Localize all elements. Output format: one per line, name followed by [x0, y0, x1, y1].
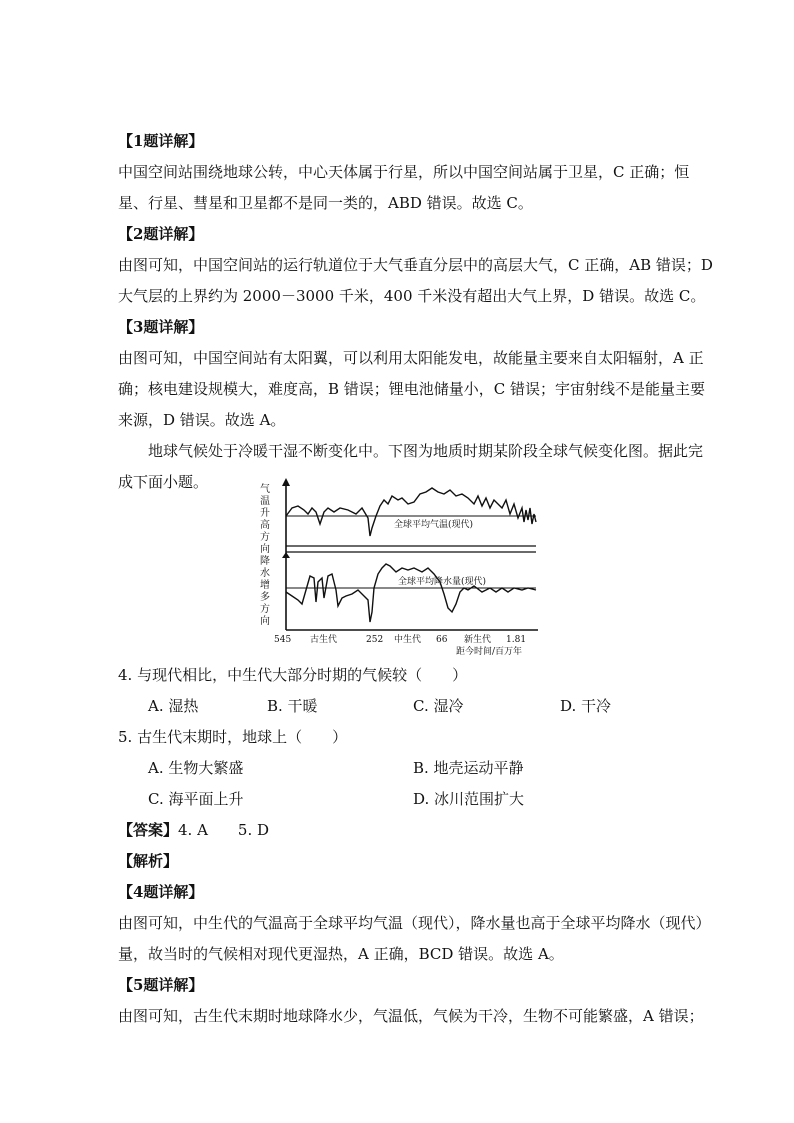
y-axis-arrow-top: [282, 478, 290, 486]
section-4-line-1: 由图可知，中生代的气温高于全球平均气温（现代），降水量也高于全球平均降水（现代）: [118, 914, 711, 932]
precip-ylabel-char-5: 方: [260, 604, 270, 615]
precip-ylabel-char-1: 降: [260, 556, 270, 567]
x-tick-252: 252: [366, 635, 384, 645]
temp-reference-label: 全球平均气温(现代): [394, 520, 474, 530]
section-5-heading: 【5题详解】: [118, 976, 204, 994]
answer-line: [118, 820, 678, 840]
section-1-heading: 【1题详解】: [118, 132, 204, 150]
intro-line-2: 成下面小题。: [118, 473, 209, 491]
section-3-heading: 【3题详解】: [118, 318, 204, 336]
temp-ylabel-char-6: 向: [260, 544, 270, 555]
question-4-option-a: A. 湿热: [148, 697, 199, 715]
section-1-line-2: 星、行星、彗星和卫星都不是同一类的，ABD 错误。故选 C。: [118, 194, 533, 212]
question-4-option-b: B. 干暖: [267, 697, 318, 715]
question-4-option-c: C. 湿冷: [413, 697, 464, 715]
question-5-option-a: A. 生物大繁盛: [148, 759, 244, 777]
section-5-line-1: 由图可知，古生代末期时地球降水少，气温低，气候为干冷，生物不可能繁盛，A 错误；: [118, 1007, 704, 1025]
x-tick-545: 545: [274, 635, 292, 645]
analysis-heading: 【解析】: [118, 852, 179, 870]
question-5-option-d: D. 冰川范围扩大: [413, 790, 525, 808]
section-1-line-1: 中国空间站围绕地球公转，中心天体属于行星，所以中国空间站属于卫星，C 正确；恒: [118, 163, 690, 181]
precip-reference-label: 全球平均降水量(现代): [398, 577, 487, 587]
x-tick-66: 66: [436, 635, 448, 645]
precip-ylabel-char-6: 向: [260, 616, 270, 627]
precip-ylabel-char-3: 增: [260, 580, 270, 591]
precipitation-curve: [286, 564, 536, 622]
intro-line-1: 地球气候处于冷暖干湿不断变化中。下图为地质时期某阶段全球气候变化图。据此完: [148, 442, 704, 460]
question-5-option-c: C. 海平面上升: [148, 790, 244, 808]
era-label-paleozoic: 古生代: [310, 635, 338, 645]
section-3-line-1: 由图可知，中国空间站有太阳翼，可以利用太阳能发电，故能量主要来自太阳辐射，A 正: [118, 349, 704, 367]
section-2-line-2: 大气层的上界约为 2000－3000 千米，400 千米没有超出大气上界，D 错误。故选 C。: [118, 287, 706, 305]
question-5-option-b: B. 地壳运动平静: [413, 759, 524, 777]
answer-label: 【答案】: [118, 821, 179, 839]
temp-ylabel-char-3: 升: [260, 508, 270, 519]
era-label-mesozoic: 中生代: [394, 635, 422, 645]
question-4-option-d: D. 干冷: [560, 697, 612, 715]
x-axis-label: 距今时间/百万年: [456, 647, 523, 656]
temp-ylabel-char-1: 气: [260, 484, 270, 495]
temp-ylabel-char-2: 温: [260, 496, 270, 507]
temp-ylabel-char-4: 高: [260, 520, 270, 531]
section-3-line-2: 确；核电建设规模大，难度高，B 错误；锂电池储量小，C 错误；宇宙射线不是能量主要: [118, 380, 706, 398]
era-label-cenozoic: 新生代: [464, 635, 492, 645]
section-2-heading: 【2题详解】: [118, 225, 204, 243]
question-5-stem: 5. 古生代末期时，地球上（ ）: [118, 728, 348, 746]
climate-change-chart: [252, 478, 542, 656]
section-4-heading: 【4题详解】: [118, 883, 204, 901]
section-3-line-3: 来源，D 错误。故选 A。: [118, 411, 286, 429]
y-axis-arrow-lower: [282, 552, 290, 558]
precip-ylabel-char-2: 水: [260, 568, 270, 579]
section-2-line-1: 由图可知，中国空间站的运行轨道位于大气垂直分层中的高层大气，C 正确，AB 错误；D: [118, 256, 713, 274]
temp-ylabel-char-5: 方: [260, 532, 270, 543]
x-tick-1-81: 1.81: [506, 635, 527, 645]
precip-ylabel-char-4: 多: [260, 592, 270, 603]
question-4-stem: 4. 与现代相比，中生代大部分时期的气候较（ ）: [118, 666, 468, 684]
section-4-line-2: 量，故当时的气候相对现代更湿热，A 正确，BCD 错误。故选 A。: [118, 945, 564, 963]
answer-values: 4. A 5. D: [178, 821, 270, 839]
